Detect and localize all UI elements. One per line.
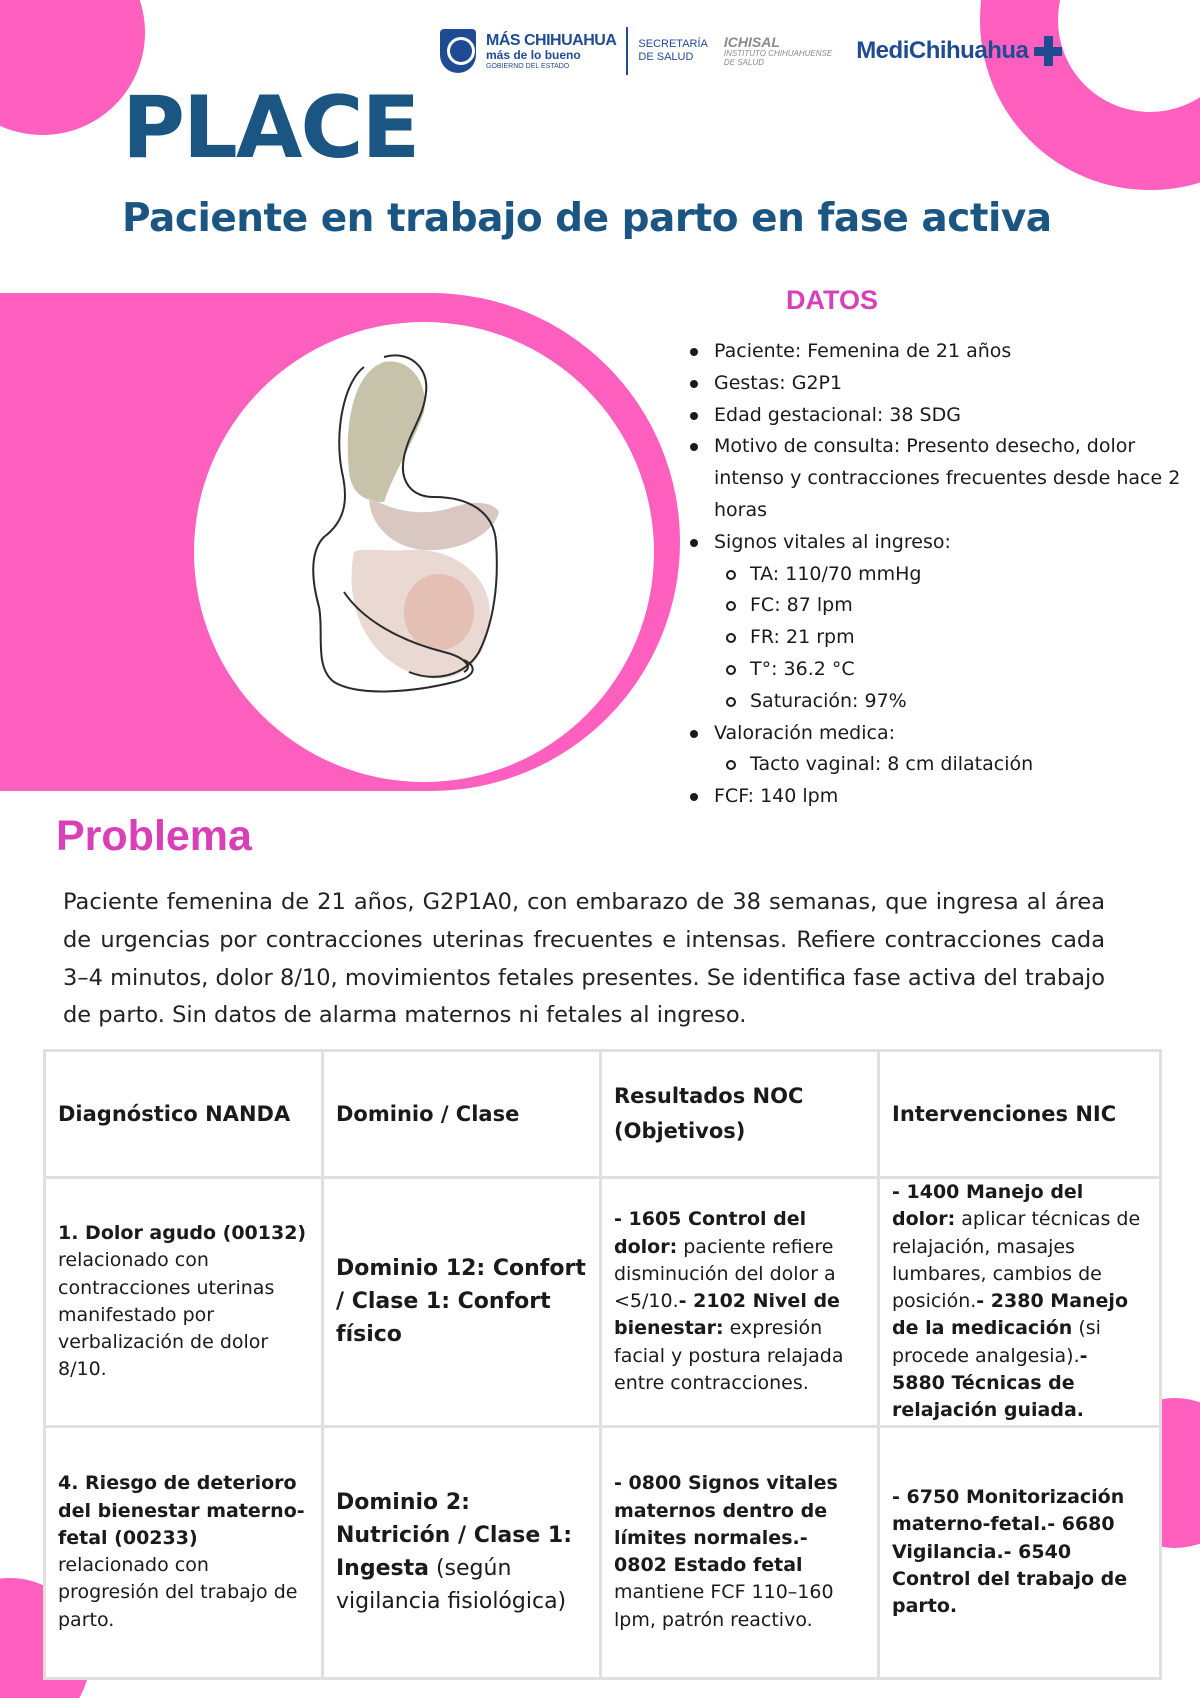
nic-label-a: - 6750 Monitorización materno-fetal. bbox=[892, 1485, 1125, 1536]
medical-cross-icon bbox=[1034, 36, 1062, 66]
datos-heading: DATOS bbox=[786, 285, 879, 315]
dominio-detail: (según vigilancia fisiológica) bbox=[336, 1556, 567, 1615]
datos-item-signos: Signos vitales al ingreso: bbox=[694, 527, 1184, 559]
datos-subitem-sat: Saturación: 97% bbox=[694, 686, 1184, 718]
cell-diagnostico bbox=[45, 1426, 323, 1678]
medi-text: Medi bbox=[856, 37, 909, 64]
datos-subitem-ta: TA: 110/70 mmHg bbox=[694, 559, 1184, 591]
nic-label-b: - 6680 Vigilancia. bbox=[892, 1513, 1115, 1563]
datos-item-valoracion: Valoración medica: bbox=[694, 718, 1184, 750]
secretaria-salud-logo bbox=[638, 38, 707, 63]
mas-chihuahua-slogan: más de lo bueno bbox=[486, 47, 581, 62]
table-row bbox=[45, 1178, 1161, 1427]
pregnant-woman-illustration bbox=[194, 322, 654, 782]
cell-noc bbox=[601, 1426, 879, 1678]
nic-label-c: - 5880 Técnicas de relajación guiada. bbox=[892, 1344, 1088, 1422]
header-noc: Resultados NOC (Objetivos) bbox=[601, 1051, 879, 1178]
header-nic: Intervenciones NIC bbox=[879, 1051, 1161, 1178]
noc-detail-b: expresión facial y postura relajada entre contracciones. bbox=[614, 1317, 844, 1395]
diag-label: 1. Dolor agudo (00132) bbox=[58, 1221, 307, 1244]
datos-subitem-temp: T°: 36.2 °C bbox=[694, 654, 1184, 686]
ichisal-line-2: DE SALUD bbox=[723, 57, 764, 67]
datos-list bbox=[694, 336, 1184, 813]
shield-logo-icon bbox=[440, 29, 476, 73]
cell-dominio bbox=[323, 1426, 601, 1678]
noc-detail-a: paciente refiere disminución del dolor a <5/10. bbox=[614, 1235, 836, 1313]
secretaria-line-1: SECRETARÍA bbox=[638, 38, 708, 51]
dominio-label: Dominio 2: Nutrición / Clase 1: Ingesta bbox=[336, 1490, 573, 1582]
ichisal-logo bbox=[724, 35, 832, 68]
mas-chihuahua-gov: GOBIERNO DEL ESTADO bbox=[486, 62, 570, 70]
noc-label-a: - 1605 Control del dolor: bbox=[614, 1208, 807, 1258]
page-subtitle: Paciente en trabajo de parto en fase activa bbox=[122, 196, 1052, 241]
table-header-row bbox=[45, 1051, 1161, 1178]
secretaria-line-2: DE SALUD bbox=[638, 51, 694, 63]
datos-item-paciente: Paciente: Femenina de 21 años bbox=[694, 336, 1184, 368]
datos-item-fcf: FCF: 140 lpm bbox=[694, 781, 1184, 813]
illustration-frame bbox=[194, 322, 654, 782]
table-row bbox=[45, 1426, 1161, 1678]
nic-detail-a: aplicar técnicas de relajación, masajes lumbares, cambios de posición. bbox=[892, 1208, 1141, 1313]
care-plan-table bbox=[43, 1049, 1162, 1680]
torso-shape bbox=[369, 497, 499, 550]
nic-detail-b: (si procede analgesia). bbox=[892, 1317, 1101, 1367]
medichihuahua-logo bbox=[856, 36, 1062, 66]
mas-chihuahua-logo bbox=[486, 33, 616, 70]
nic-label-c: - 6540 Control del trabajo de parto. bbox=[892, 1540, 1128, 1618]
header-logos bbox=[440, 20, 1080, 82]
diag-detail: relacionado con progresión del trabajo de parto. bbox=[58, 1554, 298, 1631]
page-title: PLACE bbox=[122, 78, 419, 178]
noc-label-a: - 0800 Signos vitales maternos dentro de límites normales. bbox=[614, 1472, 838, 1549]
diag-detail: relacionado con contracciones uterinas manifestado por verbalización de dolor 8/10. bbox=[58, 1249, 275, 1381]
datos-item-gestas: Gestas: G2P1 bbox=[694, 368, 1184, 400]
header-nanda: Diagnóstico NANDA bbox=[45, 1051, 323, 1178]
problema-paragraph: Paciente femenina de 21 años, G2P1A0, con embarazo de 38 semanas, que ingresa al área de urgencias por contracciones uterinas frecuentes e intensas. Refiere contracciones cada 3–4 minutos, dolor 8/10, movimientos fetales presentes. Se identifica fase activa del trabajo de parto. Sin datos de alarma maternos ni fetales al ingreso. bbox=[63, 889, 1105, 1029]
logo-divider bbox=[626, 27, 628, 75]
belly-highlight bbox=[404, 574, 474, 650]
datos-subitem-tacto: Tacto vaginal: 8 cm dilatación bbox=[694, 749, 1184, 781]
ichisal-name: ICHISAL bbox=[723, 33, 780, 50]
datos-subitem-fc: FC: 87 lpm bbox=[694, 590, 1184, 622]
mas-chihuahua-name: MÁS CHIHUAHUA bbox=[486, 31, 617, 49]
cell-nic bbox=[879, 1426, 1161, 1678]
chihuahua-text: Chihuahua bbox=[908, 37, 1029, 64]
header-dominio: Dominio / Clase bbox=[323, 1051, 601, 1178]
diag-label: 4. Riesgo de deterioro del bienestar materno-fetal (00233) bbox=[58, 1472, 305, 1549]
noc-label-b: - 2102 Nivel de bienestar: bbox=[614, 1290, 840, 1340]
cell-dominio bbox=[323, 1178, 601, 1427]
datos-item-edad: Edad gestacional: 38 SDG bbox=[694, 400, 1184, 432]
noc-label-b: - 0802 Estado fetal bbox=[614, 1526, 808, 1577]
datos-subitem-fr: FR: 21 rpm bbox=[694, 622, 1184, 654]
ichisal-line-1: INSTITUTO CHIHUAHUENSE bbox=[723, 48, 833, 58]
nic-label-b: - 2380 Manejo de la medicación bbox=[892, 1290, 1128, 1340]
noc-detail-b: mantiene FCF 110–160 lpm, patrón reactivo. bbox=[614, 1581, 834, 1631]
problema-heading: Problema bbox=[56, 812, 252, 860]
datos-item-motivo: Motivo de consulta: Presento desecho, dolor intenso y contracciones frecuentes desde hace 2 horas bbox=[694, 431, 1184, 526]
cell-noc bbox=[601, 1178, 879, 1427]
cell-diagnostico bbox=[45, 1178, 323, 1427]
nic-label-a: - 1400 Manejo del dolor: bbox=[892, 1181, 1084, 1231]
dominio-label: Dominio 12: Confort / Clase 1: Confort físico bbox=[336, 1256, 586, 1348]
cell-nic bbox=[879, 1178, 1161, 1427]
